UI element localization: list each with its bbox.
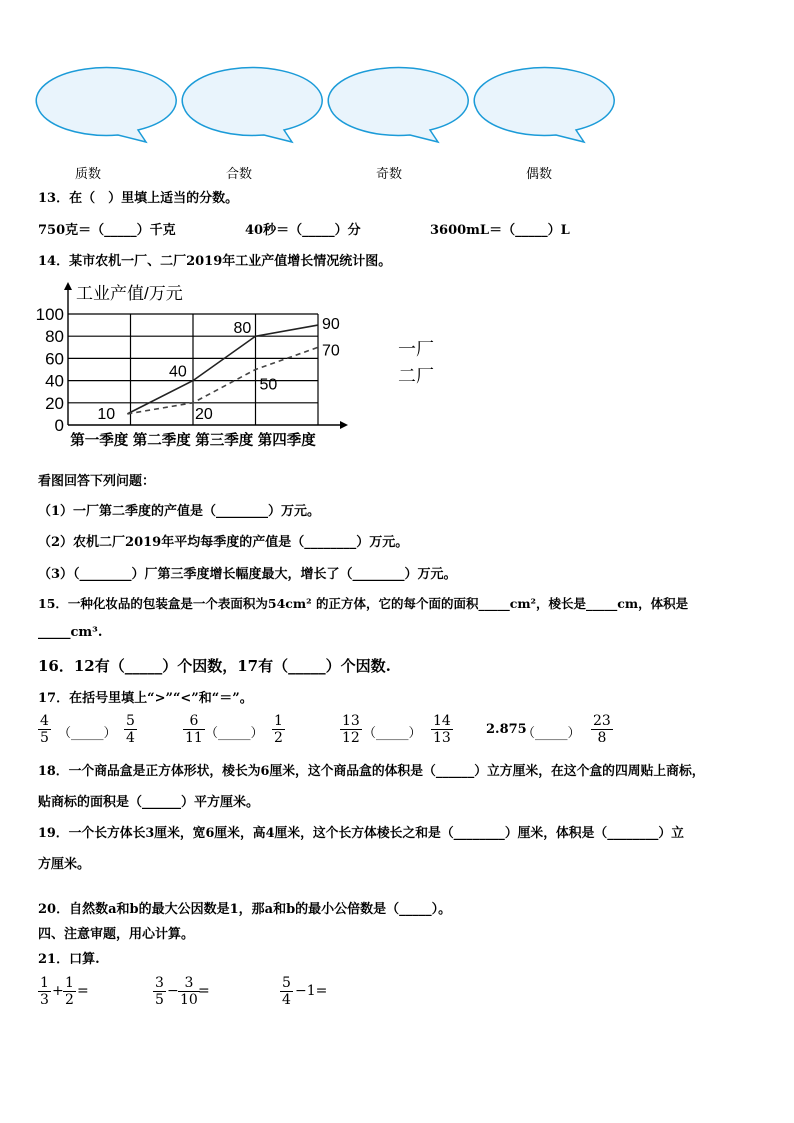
q21-eq-1: = xyxy=(77,983,89,999)
legend-factory-2: 二厂 xyxy=(398,366,434,386)
q17-blank-3[interactable]: （_____） xyxy=(363,726,422,741)
q18-line1: 18．一个商品盒是正方体形状，棱长为6厘米，这个商品盒的体积是（______）立方厘米，在这个盒的四周贴上商标， xyxy=(38,764,705,779)
q14-sub3: （3）（________）厂第三季度增长幅度最大，增长了（________）万元。 xyxy=(38,567,457,582)
speech-bubbles xyxy=(0,0,794,160)
q16-text: 16．12有（_____）个因数，17有（_____）个因数. xyxy=(38,657,391,675)
q17-frac-1-2: 1 2 xyxy=(274,713,283,746)
q17-decimal: 2.875 xyxy=(486,722,527,737)
bubble-prime xyxy=(36,68,176,142)
y-tick-label: 100 xyxy=(35,305,64,324)
y-axis-arrow xyxy=(64,282,72,290)
q17-blank-4[interactable]: （_____） xyxy=(522,726,581,741)
q13-title: 13．在（ ）里填上适当的分数。 xyxy=(38,191,239,206)
bubble-label-composite: 合数 xyxy=(225,167,252,182)
q15-line1: 15．一种化妆品的包装盒是一个表面积为54cm² 的正方体，它的每个面的面积_____cm²，棱长是_____cm，体积是 xyxy=(38,596,689,611)
q21-op-2: − xyxy=(167,983,179,999)
y-tick-label: 80 xyxy=(45,327,64,347)
bubble-composite xyxy=(182,68,322,142)
y-tick-label: 40 xyxy=(45,371,64,391)
bubble-label-odd: 奇数 xyxy=(375,167,402,182)
q21-frac-3-10: 3 10 xyxy=(180,975,198,1008)
x-tick-label: 第三季度 xyxy=(195,433,254,449)
data-label: 70 xyxy=(322,342,340,360)
q13-item-1: 750克＝（_____）千克 xyxy=(38,223,176,238)
y-axis-label: 工业产值/万元 xyxy=(76,284,183,303)
section-4-title: 四、注意审题，用心计算。 xyxy=(38,927,195,942)
q15-line2: _____cm³. xyxy=(38,625,103,640)
q17-frac-13-12: 13 12 xyxy=(342,713,360,746)
data-label: 80 xyxy=(233,320,252,338)
bubble-odd xyxy=(328,68,468,142)
line-chart xyxy=(30,278,390,453)
q14-instruction: 看图回答下列问题： xyxy=(38,474,156,489)
data-label: 50 xyxy=(259,376,278,394)
q17-frac-23-8: 23 8 xyxy=(593,713,611,746)
data-label: 10 xyxy=(97,405,116,423)
data-label: 40 xyxy=(169,363,187,381)
q17-blank-2[interactable]: （_____） xyxy=(205,726,264,741)
q13-item-3: 3600mL＝（_____）L xyxy=(430,223,570,238)
q17-blank-1[interactable]: （_____） xyxy=(58,726,117,741)
q21-frac-1-3: 1 3 xyxy=(40,975,49,1008)
q21-frac-1-2: 1 2 xyxy=(65,975,74,1008)
legend-factory-1: 一厂 xyxy=(398,339,434,359)
data-label: 20 xyxy=(195,405,213,423)
q17-frac-4-5: 4 5 xyxy=(40,713,49,746)
q14-sub1: （1）一厂第二季度的产值是（________）万元。 xyxy=(38,504,321,519)
q21-op-1: + xyxy=(52,983,64,999)
bubble-even xyxy=(474,68,614,142)
y-tick-label: 0 xyxy=(54,416,64,435)
data-label: 90 xyxy=(322,316,340,334)
q17-title: 17．在括号里填上“>”“<”和“＝”。 xyxy=(38,691,253,706)
x-axis-arrow xyxy=(340,421,348,429)
q21-frac-3-5: 3 5 xyxy=(155,975,164,1008)
q21-frac-5-4: 5 4 xyxy=(282,975,291,1008)
q18-line2: 贴商标的面积是（______）平方厘米。 xyxy=(38,795,260,810)
x-tick-label: 第一季度 xyxy=(70,433,129,449)
y-tick-label: 20 xyxy=(45,393,64,413)
q19-line2: 方厘米。 xyxy=(38,857,91,872)
q17-frac-14-13: 14 13 xyxy=(433,713,451,746)
y-tick-label: 60 xyxy=(45,349,64,369)
q14-title: 14．某市农机一厂、二厂2019年工业产值增长情况统计图。 xyxy=(38,254,392,269)
q19-line1: 19．一个长方体长3厘米，宽6厘米，高4厘米，这个长方体棱长之和是（________）厘米，体积是（________）立 xyxy=(38,826,684,841)
x-tick-label: 第四季度 xyxy=(257,433,316,449)
bubble-label-prime: 质数 xyxy=(74,167,101,182)
q21-title: 21．口算. xyxy=(38,952,100,967)
q20-text: 20．自然数a和b的最大公因数是1，那a和b的最小公倍数是（_____）。 xyxy=(38,902,452,917)
q21-eq-2: = xyxy=(198,983,210,999)
q21-tail-3: −1= xyxy=(295,983,328,999)
x-tick-label: 第二季度 xyxy=(132,433,191,449)
q17-frac-6-11: 6 11 xyxy=(185,713,203,746)
series-line-factory-1 xyxy=(127,325,318,414)
q13-item-2: 40秒＝（_____）分 xyxy=(245,223,361,238)
q17-frac-5-4: 5 4 xyxy=(126,713,135,746)
bubble-label-even: 偶数 xyxy=(525,167,552,182)
q14-sub2: （2）农机二厂2019年平均每季度的产值是（________）万元。 xyxy=(38,535,409,550)
